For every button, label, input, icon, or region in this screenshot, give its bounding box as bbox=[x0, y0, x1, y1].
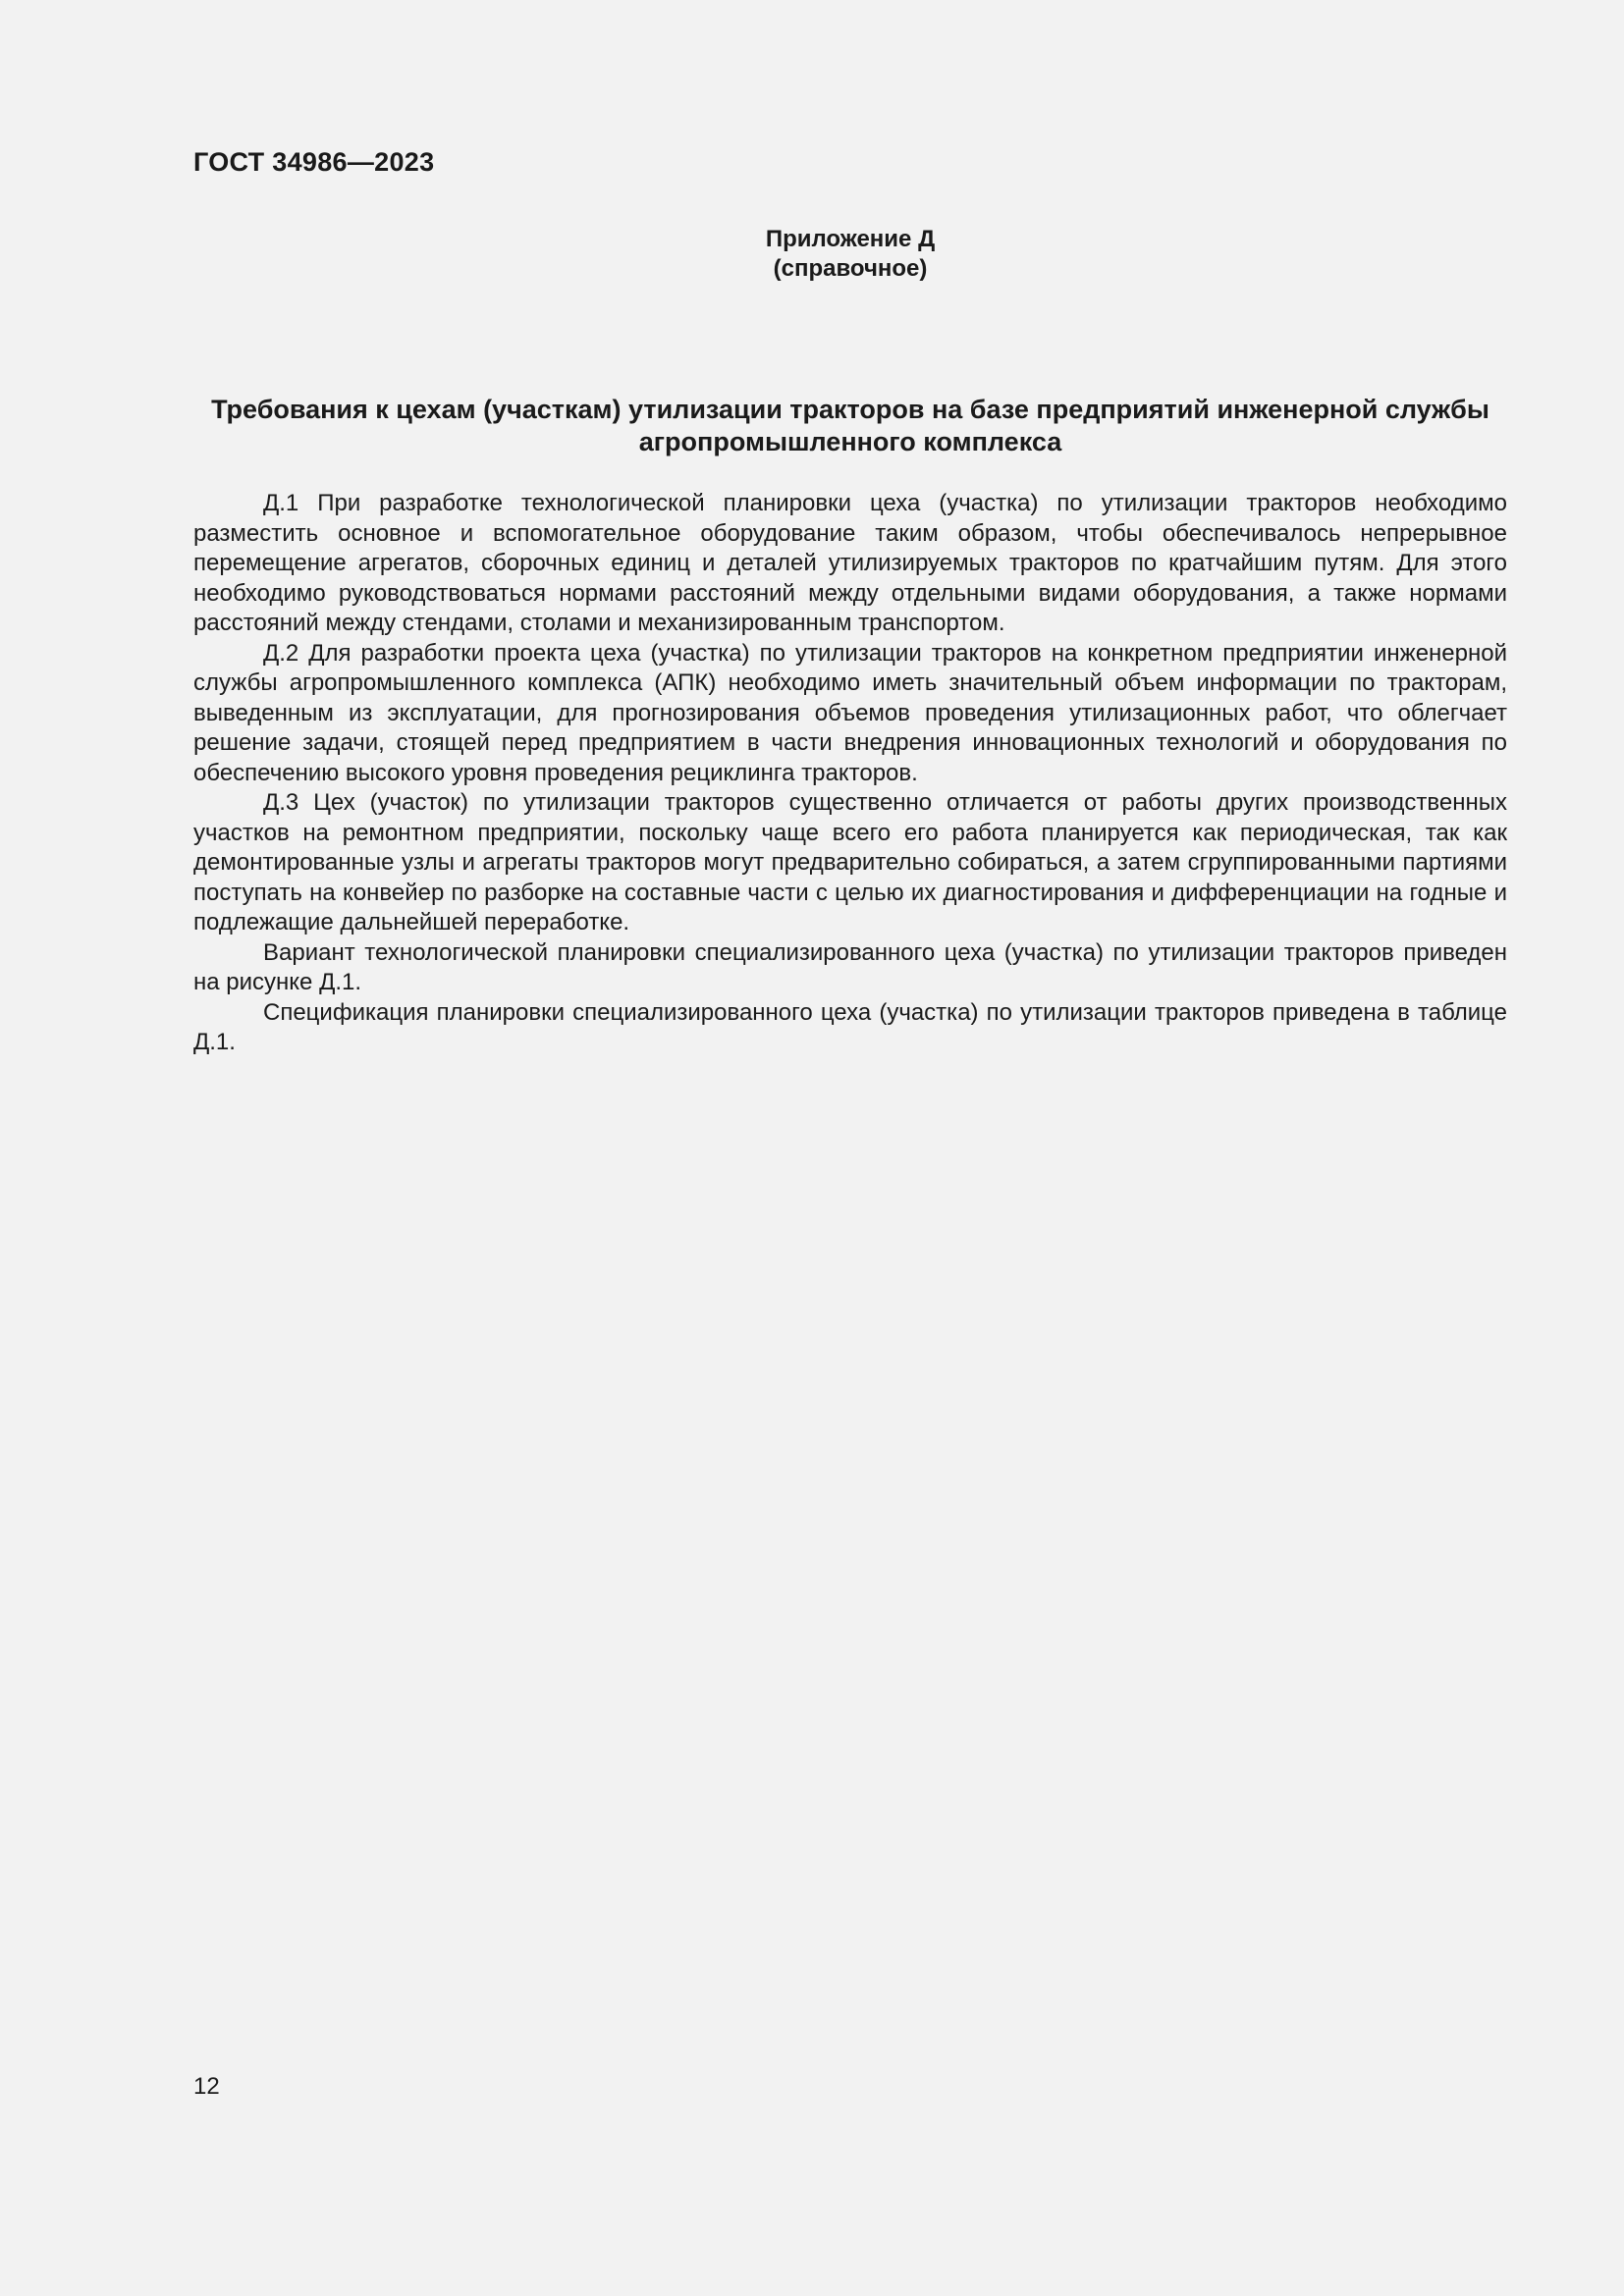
appendix-heading bbox=[0, 225, 1624, 284]
paragraph-figure-ref: Вариант технологической планировки специализированного цеха (участка) по утилизации тракторов приведен на рисунке Д.1. bbox=[193, 938, 1507, 995]
section-title: Требования к цехам (участкам) утилизации тракторов на базе предприятий инженерной службы агропромышленного комплекса bbox=[211, 395, 1489, 456]
appendix-type: (справочное) bbox=[773, 255, 928, 282]
appendix-title: Приложение Д bbox=[765, 226, 936, 252]
paragraph-d3: Д.3 Цех (участок) по утилизации тракторов существенно отличается от работы других производственных участков на ремонтном предприятии, поскольку чаще всего его работа планируется как периодическая, так как демонтированные узлы и агрегаты тракторов могут предварительно собираться, а затем сгруппированными партиями поступать на конвейер по разборке на составные части с целью их диагностирования и дифференциации на годные и подлежащие дальнейшей переработке. bbox=[193, 789, 1507, 935]
page-number: 12 bbox=[193, 2073, 220, 2100]
document-code: ГОСТ 34986—2023 bbox=[193, 147, 435, 177]
paragraph-table-ref: Спецификация планировки специализированного цеха (участка) по утилизации тракторов приведена в таблице Д.1. bbox=[193, 998, 1507, 1055]
body-text bbox=[193, 489, 1507, 1058]
paragraph-d2: Д.2 Для разработки проекта цеха (участка) по утилизации тракторов на конкретном предприятии инженерной службы агропромышленного комплекса (АПК) необходимо иметь значительный объем информации по тракторам, выведенным из эксплуатации, для прогнозирования объемов проведения утилизационных работ, что облегчает решение задачи, стоящей перед предприятием в части внедрения инновационных технологий и оборудования по обеспечению высокого уровня проведения рециклинга тракторов. bbox=[193, 639, 1507, 786]
paragraph-d1: Д.1 При разработке технологической планировки цеха (участка) по утилизации тракторов необходимо разместить основное и вспомогательное оборудование таким образом, чтобы обеспечивалось непрерывное перемещение агрегатов, сборочных единиц и деталей утилизируемых тракторов по кратчайшим путям. Для этого необходимо руководствоваться нормами расстояний между отдельными видами оборудования, а также нормами расстояний между стендами, столами и механизированным транспортом. bbox=[193, 490, 1507, 636]
